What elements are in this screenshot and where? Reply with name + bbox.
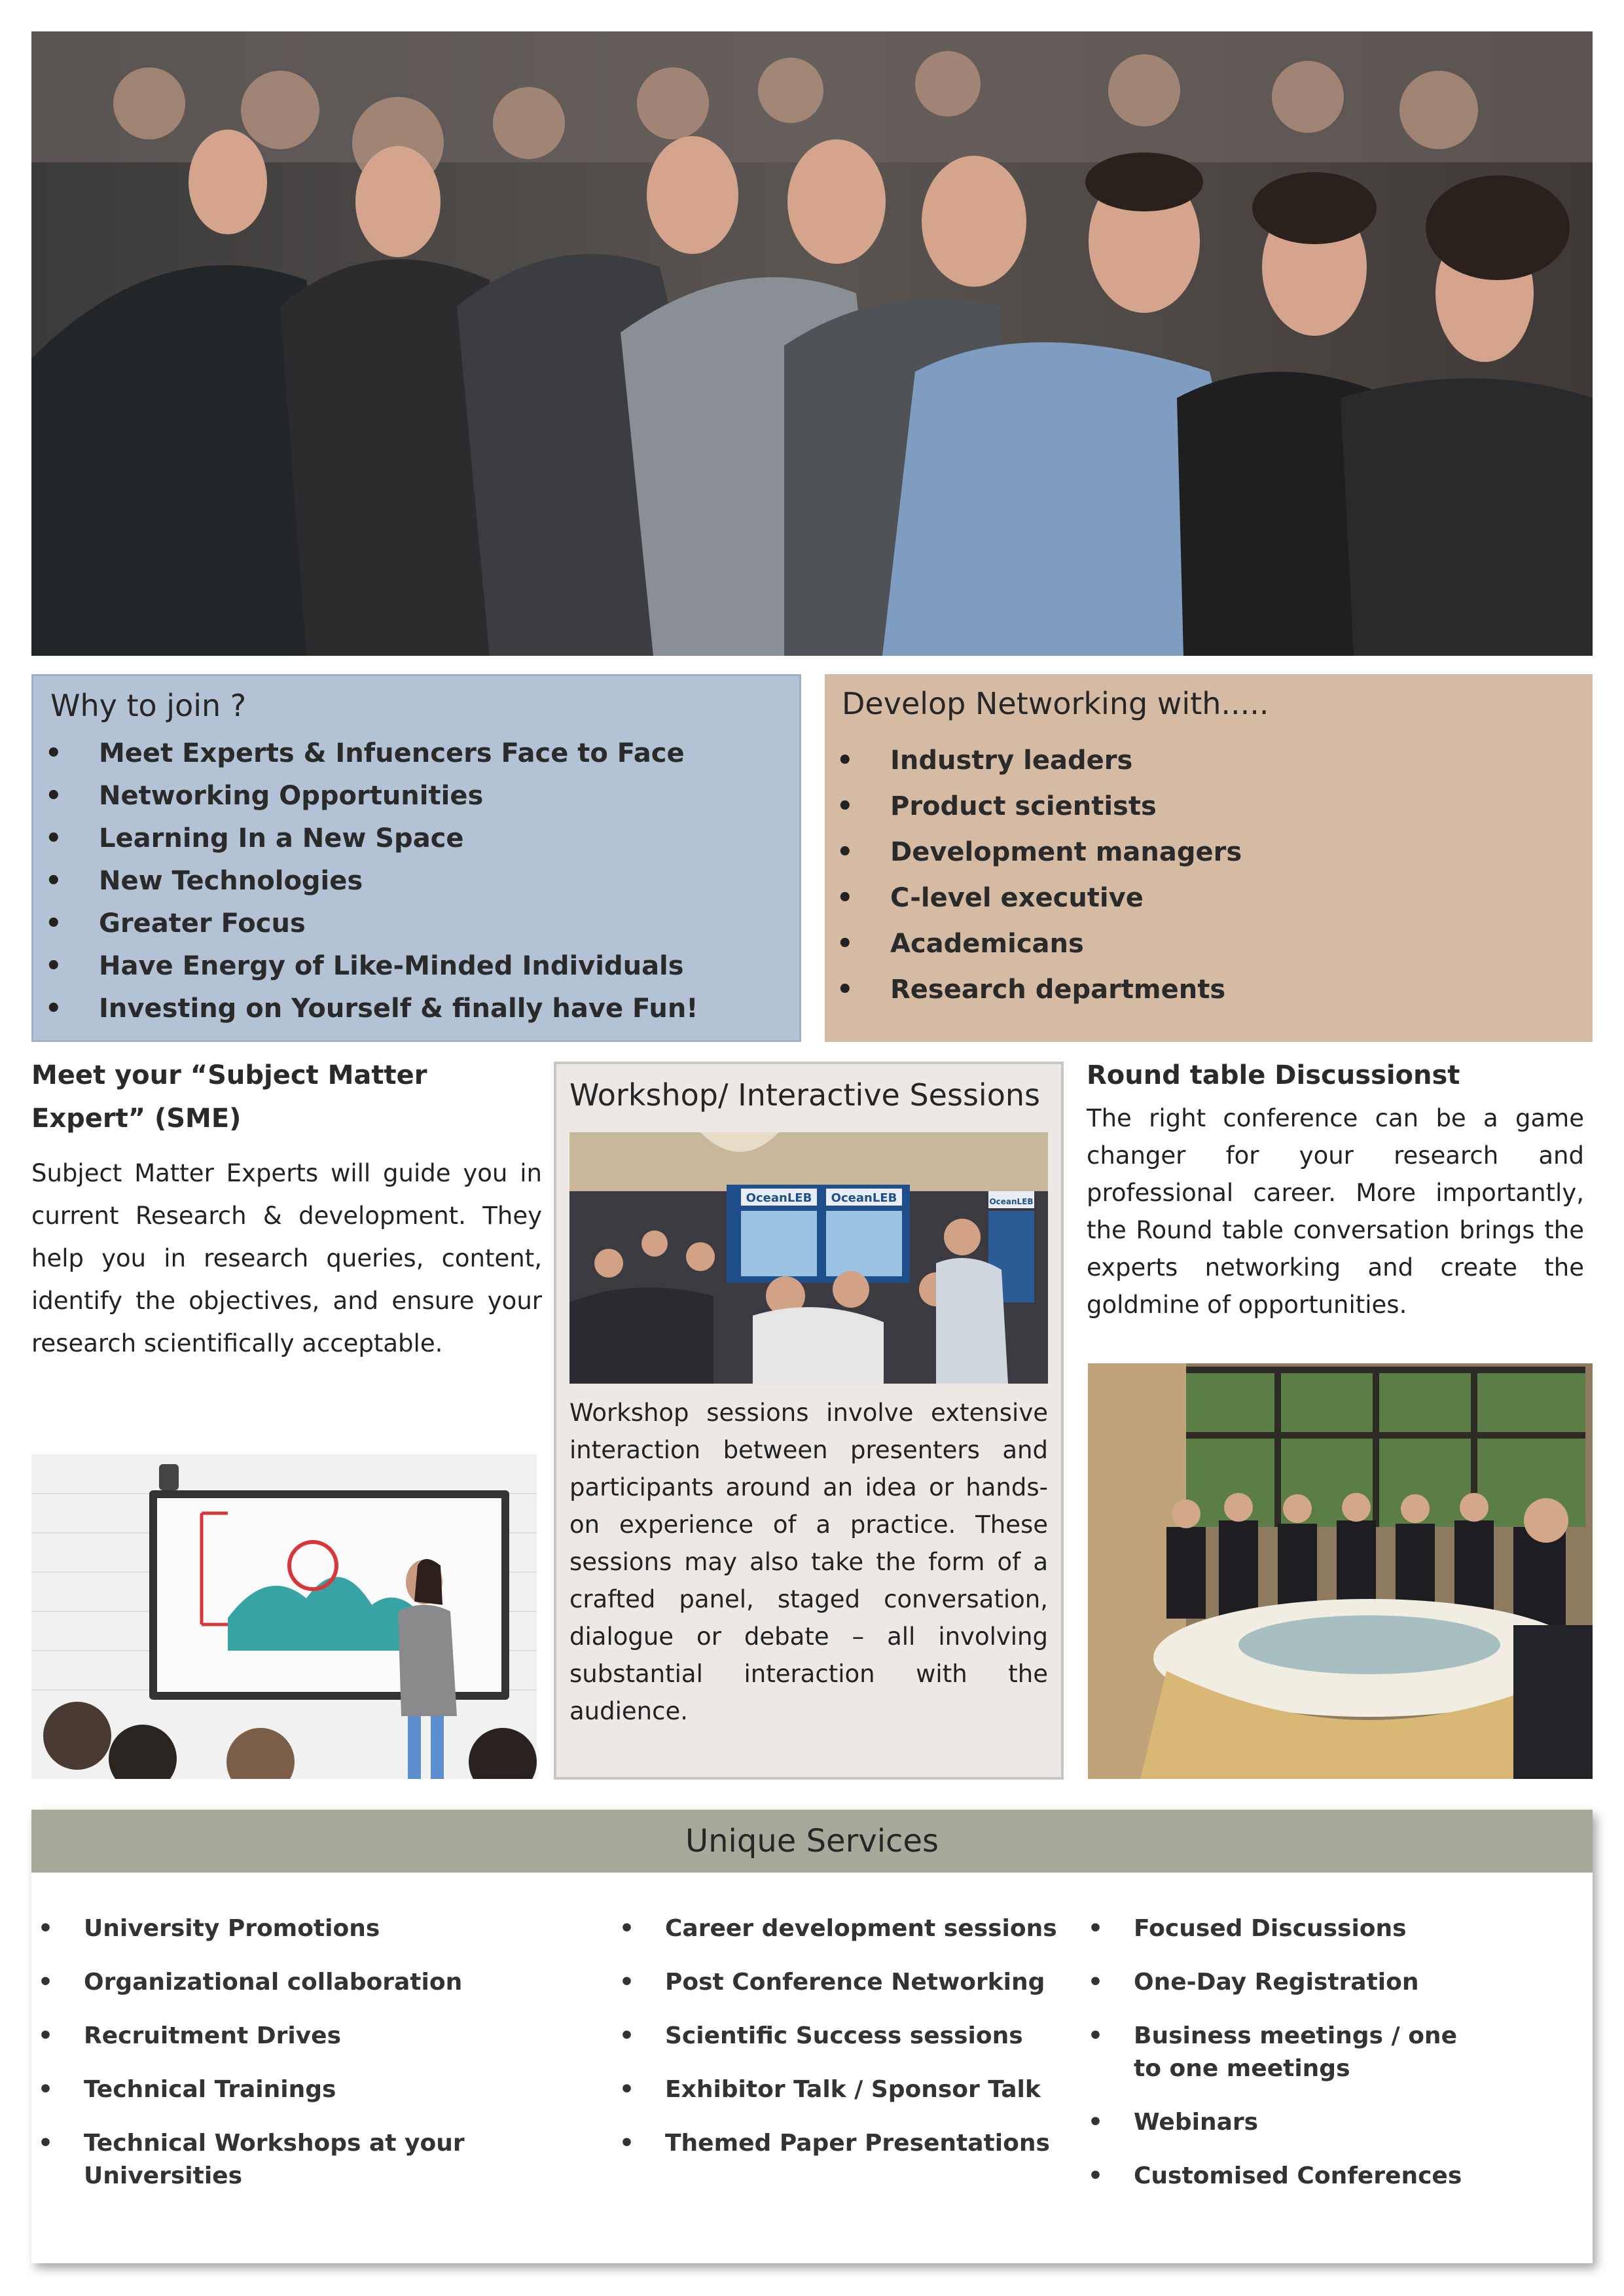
- why-join-panel: [31, 674, 801, 1042]
- hero-audience-photo: [31, 31, 1593, 656]
- networking-title: Develop Networking with.....: [842, 686, 1269, 721]
- sme-section: [31, 1054, 542, 1365]
- booth-sign-3: OceanLEB: [989, 1197, 1034, 1206]
- list-item: • Post Conference Networking: [613, 1966, 1071, 1999]
- list-item: • Webinars: [1081, 2106, 1487, 2139]
- networking-panel: [825, 674, 1593, 1042]
- list-item: • Technical Trainings: [31, 2073, 607, 2106]
- list-item: • Themed Paper Presentations: [613, 2127, 1071, 2160]
- list-item: • Investing on Yourself & finally have Fun!: [33, 989, 698, 1031]
- networking-list: [825, 740, 1242, 1014]
- list-item: • Networking Opportunities: [33, 776, 698, 819]
- list-item: • Customised Conferences: [1081, 2160, 1487, 2193]
- services-column-3: [1081, 1912, 1487, 2214]
- booth-sign-2: OceanLEB: [831, 1191, 897, 1205]
- unique-services-section: [31, 1810, 1593, 2263]
- booth-sign-1: OceanLEB: [746, 1191, 812, 1205]
- sme-body: Subject Matter Experts will guide you in current Research & development. They help you in research queries, content, identify the objectives, and ensure your research scientifically acceptable.: [31, 1159, 542, 1357]
- list-item: • Business meetings / one to one meetings: [1081, 2020, 1487, 2085]
- list-item: • Technical Workshops at your Universities: [31, 2127, 607, 2193]
- list-item: • Career development sessions: [613, 1912, 1071, 1945]
- round-table-section: [1087, 1054, 1584, 1323]
- workshop-body: Workshop sessions involve extensive interaction between presenters and participants around an idea or hands-on experience of a practice. These sessions may also take the form of a crafted panel, staged conversation, dialogue or debate – all involving substantial interaction with the audience.: [569, 1399, 1048, 1725]
- list-item: • Product scientists: [825, 785, 1242, 831]
- list-item: • Research departments: [825, 969, 1242, 1014]
- list-item: • Learning In a New Space: [33, 819, 698, 861]
- list-item: • University Promotions: [31, 1912, 607, 1945]
- list-item: • New Technologies: [33, 861, 698, 904]
- list-item: • Development managers: [825, 831, 1242, 877]
- workshop-expo-photo: [569, 1132, 1048, 1384]
- list-item: • Academicans: [825, 923, 1242, 969]
- list-item: • Industry leaders: [825, 740, 1242, 785]
- list-item: • Meet Experts & Infuencers Face to Face: [33, 734, 698, 776]
- workshop-box: [554, 1062, 1064, 1780]
- list-item: • Greater Focus: [33, 904, 698, 946]
- workshop-title: Workshop/ Interactive Sessions: [569, 1077, 1040, 1113]
- list-item: • Exhibitor Talk / Sponsor Talk: [613, 2073, 1071, 2106]
- list-item: • Recruitment Drives: [31, 2020, 607, 2053]
- sme-presentation-photo: [31, 1454, 537, 1779]
- list-item: • Organizational collaboration: [31, 1966, 607, 1999]
- why-join-list: [33, 734, 698, 1031]
- sme-title: Meet your “Subject Matter Expert” (SME): [31, 1060, 427, 1134]
- why-join-title: Why to join ?: [50, 688, 247, 723]
- round-table-photo: [1088, 1363, 1593, 1779]
- list-item: • Focused Discussions: [1081, 1912, 1487, 1945]
- list-item: • Have Energy of Like-Minded Individuals: [33, 946, 698, 989]
- list-item: • C-level executive: [825, 877, 1242, 923]
- round-table-body: The right conference can be a game changer for your research and professional career. More importantly, the Round table conversation brings the experts networking and create the goldmine of opportunities.: [1087, 1104, 1584, 1319]
- list-item: • Scientific Success sessions: [613, 2020, 1071, 2053]
- list-item: • One-Day Registration: [1081, 1966, 1487, 1999]
- services-column-1: [31, 1912, 607, 2214]
- round-table-title: Round table Discussionst: [1087, 1060, 1460, 1090]
- services-column-2: [613, 1912, 1071, 2181]
- unique-services-title: Unique Services: [31, 1810, 1593, 1873]
